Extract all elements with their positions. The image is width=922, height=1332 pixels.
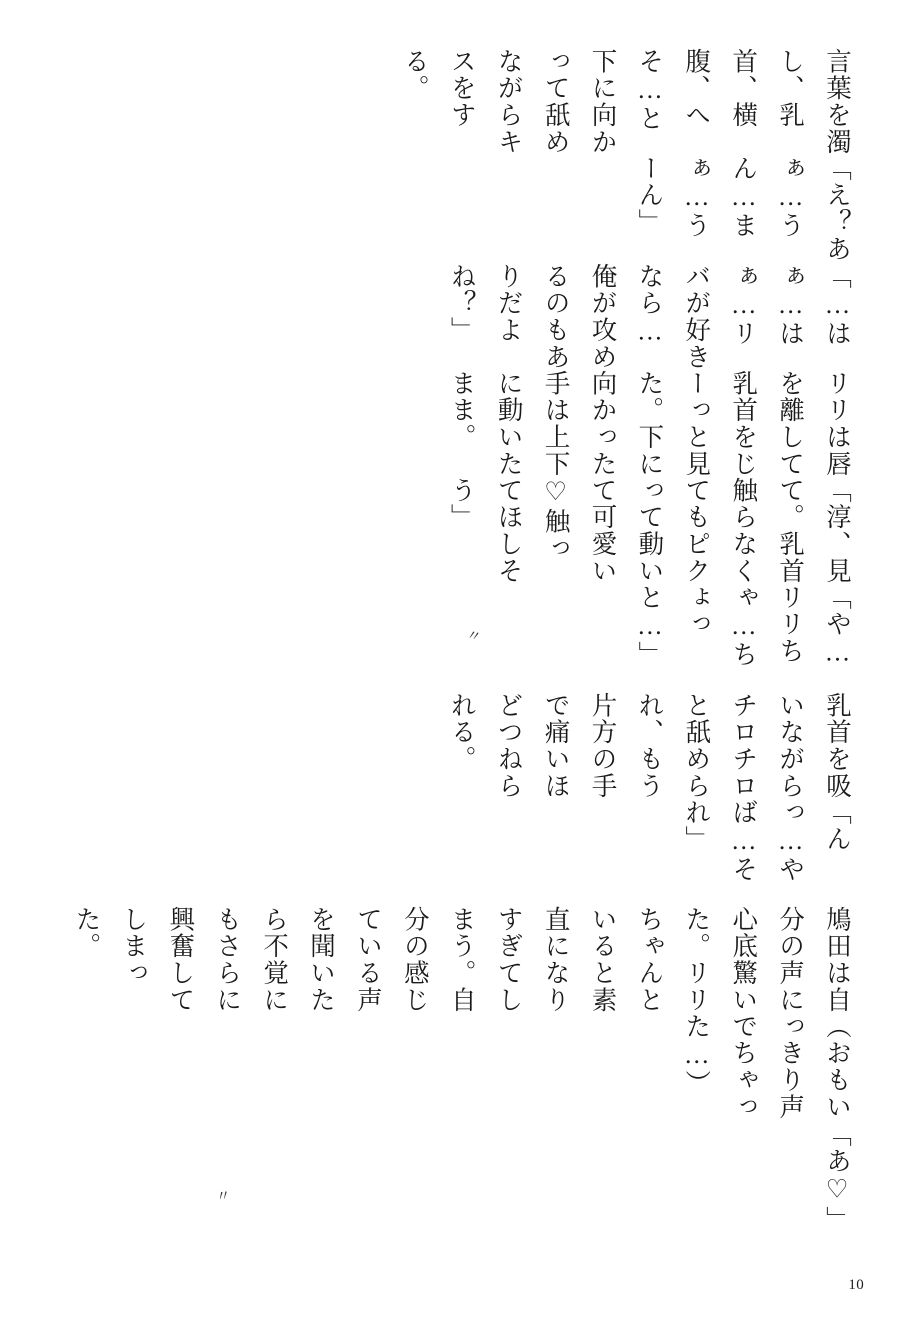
paragraph: 言葉を濁し、乳首、横腹、へそ…と下に向かって舐めながらキスをする。 <box>400 48 852 156</box>
page-number: 10 <box>848 1277 864 1293</box>
paragraph: 「淳、見て。乳首触らなくてもピクって動いて可愛い♡触ってほしそう」 <box>447 477 852 585</box>
vertical-text-body <box>60 48 860 1233</box>
paragraph: 「え？あぁ…うん…まぁ…うーん」 <box>635 155 852 263</box>
paragraph: 「…はぁ…はぁ…リバが好きなら…俺が攻めるのもありだよね？」 <box>447 262 852 370</box>
emphasis-mark-icon: 〃 <box>464 627 483 647</box>
emphasis-mark-icon: 〃 <box>215 1188 232 1206</box>
paragraph: （おもいっきり声でちゃった…） <box>682 1013 852 1121</box>
paragraph: リリは唇を離して乳首をじーっと見た。下に向かった手は上下に動いたまま。 <box>447 369 852 477</box>
paragraph: 「や…リリちゃ…ちょっと…」 <box>635 584 852 669</box>
paragraph: 鳩田は自分の声に心底驚いた。リリちゃんといると素直になりすぎてしまう。自分の感じている声を聞いたら不覚にもさらに興奮してしまった。 <box>72 906 852 1014</box>
paragraph: 「あ♡」 <box>823 1120 852 1233</box>
paragraph: 乳首を吸いながらチロチロと舐められ、もう片方の手で痛いほどつねられる。 <box>447 691 852 799</box>
paragraph: 「んっ…やば…それ」 <box>682 798 852 883</box>
